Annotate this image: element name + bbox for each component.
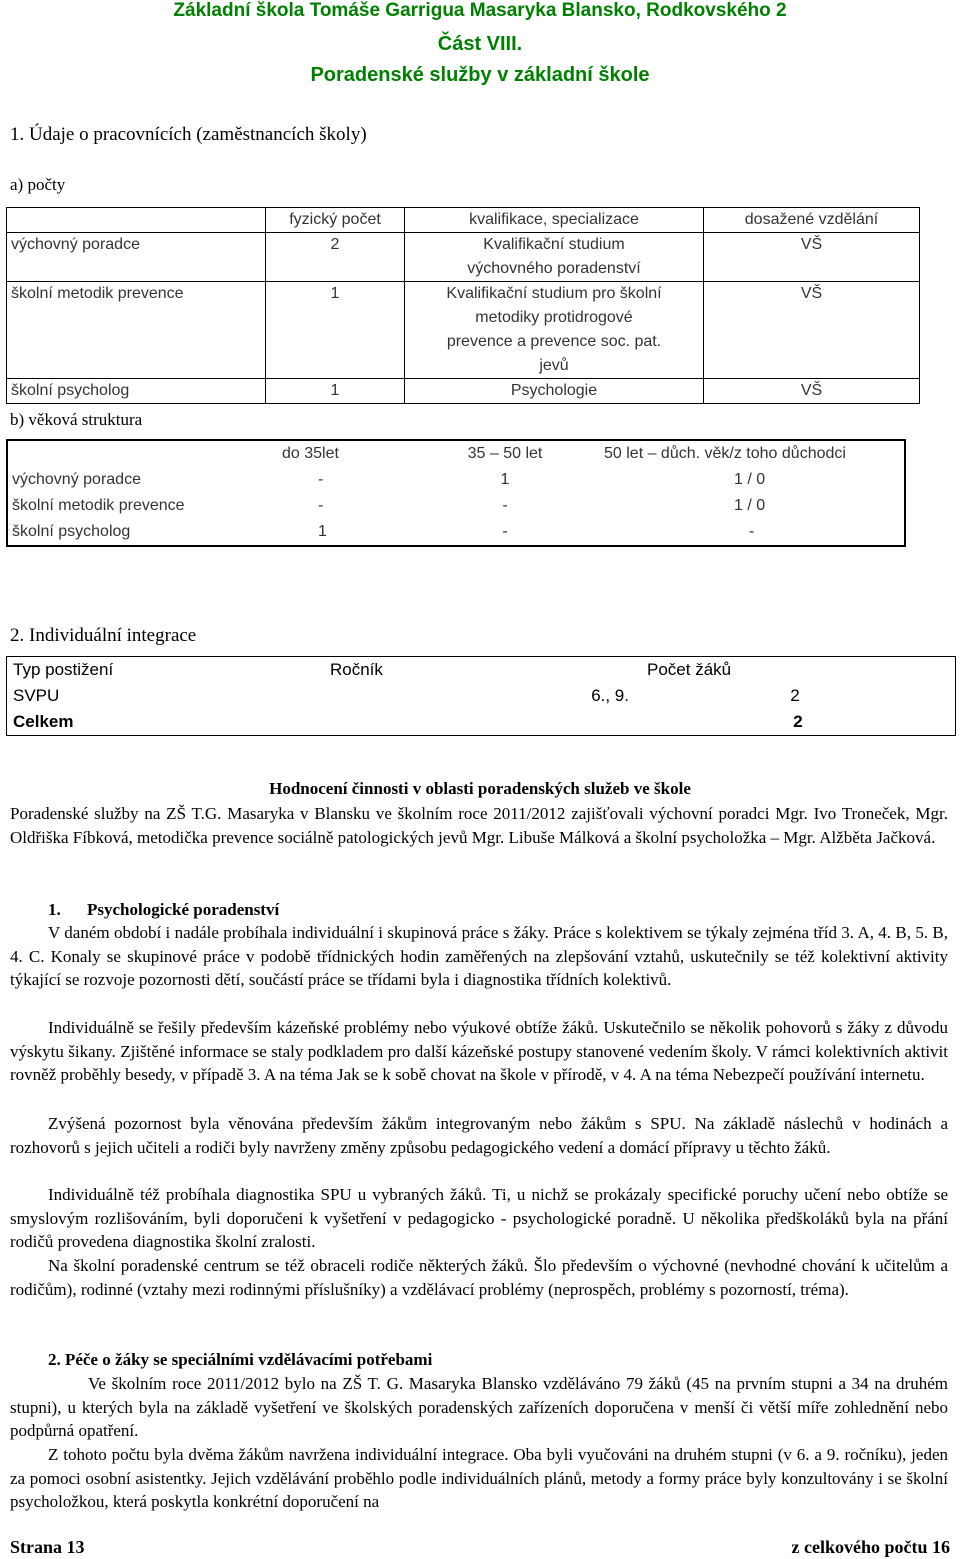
page-total: z celkového počtu 16 (791, 1537, 950, 1557)
part-title: Část VIII. (437, 33, 523, 55)
header-cell: 50 let – důch. věk/z toho důchodci (604, 445, 846, 462)
psych-number: 1. (48, 900, 61, 919)
role-cell: výchovný poradce (12, 471, 141, 488)
page-title: Poradenské služby v základní škole (310, 64, 650, 86)
qualification-cell: Psychologie (405, 379, 704, 404)
subsection-age-structure: b) věková struktura (10, 410, 143, 429)
age-structure-table (6, 439, 906, 547)
school-header: Základní škola Tomáše Garrigua Masaryka Blansko, Rodkovského 2 (173, 0, 787, 21)
psych-paragraph-5: Na školní poradenské centrum se též obraceli rodiče některých žáků. Šlo především o výchovné (nevhodné chování k učitelům a rodičům), rodinné (vztahy mezi rodinnými příslušníky) a vzdělávací problémy (neprospěch, problémy s pozorností, tréma). (10, 1256, 948, 1299)
table-row (7, 683, 956, 709)
psych-paragraph-4: Individuálně též probíhala diagnostika SPU u vybraných žáků. Ti, u nichž se prokázaly specifické poruchy učení nebo obtíže se smyslovým rozlišováním, byli doporučeni k vyšetření v pedagogicko - psychologické poradně. U několika předškoláků byla na přání rodičů provedena diagnostika školní zralosti. (10, 1185, 948, 1252)
table-total-row (7, 709, 956, 736)
value-cell: - (318, 497, 324, 514)
care-paragraph-1: Ve školním roce 2011/2012 bylo na ZŠ T. G. Masaryka Blansko vzděláváno 79 žáků (45 na prvním stupni a 34 na druhém stupni), u kterých byla na základě vyšetření ve školských poradenských zařízeních doporučena v menší či větší míře zohlednění nebo podpůrná opatření. (10, 1374, 948, 1441)
psych-title: Psychologické poradenství (87, 900, 280, 919)
subsection-counts: a) počty (10, 175, 66, 194)
integration-table (6, 656, 956, 736)
header-cell: Typ postižení (13, 660, 114, 679)
section-title-integration: 2. Individuální integrace (10, 625, 197, 646)
role-cell: školní metodik prevence (12, 497, 185, 514)
header-cell: do 35let (282, 445, 339, 462)
table-row (7, 379, 920, 404)
role-cell: výchovný poradce (7, 233, 266, 282)
header-cell: dosažené vzdělání (704, 208, 920, 233)
value-cell: - (318, 471, 324, 488)
table-row (7, 467, 905, 493)
role-cell: školní psycholog (7, 379, 266, 404)
qualification-cell: Kvalifikační studium výchovného poradenství (405, 233, 704, 282)
value-cell: 1 (318, 523, 327, 540)
header-cell (7, 440, 278, 467)
empty-cell (324, 709, 641, 736)
count-cell: 1 (266, 379, 405, 404)
table-row (7, 233, 920, 282)
education-cell: VŠ (704, 233, 920, 282)
total-label-cell: Celkem (13, 712, 74, 731)
value-cell: 1 (500, 471, 510, 488)
header-cell (7, 208, 266, 233)
qualification-cell: Kvalifikační studium pro školní metodiky protidrogové prevence a prevence soc. pat. jevů (405, 282, 704, 379)
psych-paragraph-1: V daném období i nadále probíhala individuální i skupinová práce s žáky. Práce s kolektivem se týkaly zejména tříd 3. A, 4. B, 5. B, 4. C. Konaly se skupinové práce v podobě třídnických hodin zaměřených na zlepšování vztahů, uskutečnily se též kolektivní aktivity týkající se rozvoje pozornosti dětí, součástí práce se třídami byla i diagnostika třídních kolektivů. (10, 923, 948, 990)
education-cell: VŠ (704, 379, 920, 404)
value-cell: 1 / 0 (734, 497, 766, 514)
header-cell: 35 – 50 let (467, 445, 543, 462)
education-cell: VŠ (704, 282, 920, 379)
value-cell: - (502, 497, 508, 514)
evaluation-title: Hodnocení činnosti v oblasti poradenských služeb ve škole (269, 779, 691, 798)
care-title: 2. Péče o žáky se speciálními vzdělávacími potřebami (48, 1350, 433, 1369)
psych-paragraph-3: Zvýšená pozornost byla věnována především žákům integrovaným nebo žákům s SPU. Na základě náslechů v hodinách a rozhovorů s jejich učiteli a rodiči byly navrženy změny způsobu pedagogického vedení a domácí přípravy u těchto žáků. (10, 1114, 948, 1157)
grade-cell: 6., 9. (591, 686, 629, 705)
table-row (7, 282, 920, 379)
table-row (7, 519, 905, 546)
value-cell: 1 / 0 (734, 471, 766, 488)
table-header-row (7, 208, 920, 233)
table-header-row (7, 657, 956, 684)
staff-counts-table (6, 207, 920, 404)
header-cell: kvalifikace, specializace (405, 208, 704, 233)
count-cell: 2 (266, 233, 405, 282)
section-title-staff: 1. Údaje o pracovnících (zaměstnancích školy) (10, 124, 367, 145)
table-header-row (7, 440, 905, 467)
value-cell: - (502, 523, 508, 540)
header-cell: fyzický počet (266, 208, 405, 233)
header-cell: Počet žáků (647, 660, 732, 679)
role-cell: školní psycholog (12, 523, 131, 540)
role-cell: školní metodik prevence (7, 282, 266, 379)
care-paragraph-2: Z tohoto počtu byla dvěma žákům navržena individuální integrace. Oba byli vyučováni na druhém stupni (v 6. a 9. ročníku), jeden za pomoci osobní asistentky. Jejich vzdělávání proběhlo podle individuálních plánů, metody a formy práce byly konzultovány i se školní psycholožkou, která poskytla konkrétní doporučení na (10, 1445, 948, 1512)
header-cell: Ročník (330, 660, 383, 679)
psych-paragraph-2: Individuálně se řešily především kázeňské problémy nebo výukové obtíže žáků. Uskutečnilo se několik pohovorů s žáky z důvodu výskytu šikany. Zjištěné informace se staly podkladem pro další kázeňské postupy stanovené vedením školy. V rámci kolektivních aktivit rovněž proběhly besedy, v případě 3. A na téma Jak se k sobě chovat na škole v přírodě, v 4. A na téma Nebezpečí používání internetu. (10, 1018, 948, 1085)
value-cell: - (749, 523, 755, 540)
table-row (7, 493, 905, 519)
type-cell: SVPU (13, 686, 60, 705)
count-cell: 1 (266, 282, 405, 379)
count-cell: 2 (790, 686, 800, 705)
evaluation-intro: Poradenské služby na ZŠ T.G. Masaryka v Blansku ve školním roce 2011/2012 zajišťovali výchovní poradci Mgr. Ivo Troneček, Mgr. Oldřiška Fíbková, metodička prevence sociálně patologických jevů Mgr. Libuše Málková a školní psycholožka – Mgr. Alžběta Jačková. (10, 804, 948, 847)
page-number: Strana 13 (10, 1537, 85, 1557)
total-count-cell: 2 (793, 712, 803, 731)
